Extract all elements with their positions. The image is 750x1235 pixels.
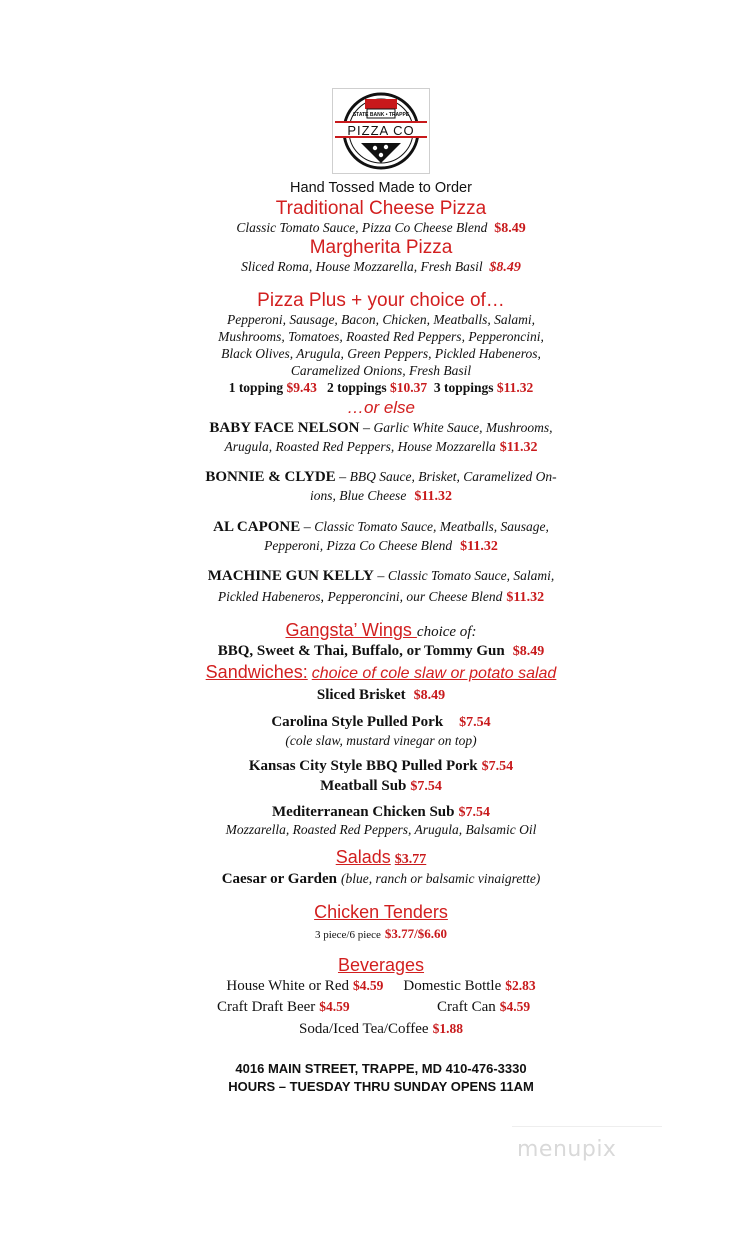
logo-top-text: STATE BANK • TRAPPE bbox=[352, 112, 410, 118]
specialty-name: BONNIE & CLYDE bbox=[205, 469, 336, 485]
salads-name: Caesar or Garden bbox=[221, 871, 337, 887]
pizza-plus-title: Pizza Plus + your choice of… bbox=[257, 290, 505, 311]
salads-header bbox=[0, 847, 750, 868]
tier-1-price: $9.43 bbox=[286, 380, 317, 395]
wings-choice: choice of: bbox=[416, 624, 477, 640]
specialty-desc: Classic Tomato Sauce, Salami, bbox=[387, 568, 555, 583]
beverages-row-2-left bbox=[217, 998, 350, 1016]
specialty-desc: Pepperoncini, our Cheese Blend bbox=[327, 589, 503, 604]
salads-line bbox=[0, 870, 750, 888]
specialty-name: MACHINE GUN KELLY bbox=[207, 568, 374, 584]
sandwich-sliced-brisket bbox=[0, 686, 750, 704]
beverage-price: $4.59 bbox=[499, 999, 531, 1014]
salads-title: Salads bbox=[335, 847, 391, 867]
tenders-title: Chicken Tenders bbox=[314, 902, 448, 922]
watermark-divider bbox=[512, 1126, 662, 1127]
beverage-name: Craft Can bbox=[437, 999, 496, 1015]
sandwich-name: Kansas City Style BBQ Pulled Pork bbox=[248, 758, 478, 774]
specialty-al-capone-line2 bbox=[0, 537, 750, 555]
toppings-line-4: Caramelized Onions, Fresh Basil bbox=[290, 363, 472, 378]
toppings-line-2: Mushrooms, Tomatoes, Roasted Red Peppers, Pepperoncini, bbox=[218, 329, 544, 344]
traditional-price: $8.49 bbox=[494, 221, 526, 236]
wings-flavors: BBQ, Sweet & Thai, Buffalo, or Tommy Gun bbox=[217, 643, 505, 659]
tier-2-label: 2 toppings bbox=[326, 380, 387, 395]
specialty-al-capone bbox=[0, 518, 750, 536]
margherita-title: Margherita Pizza bbox=[309, 237, 453, 258]
logo-name: PIZZA CO bbox=[347, 123, 415, 138]
toppings-line-3: Black Olives, Arugula, Green Peppers, Pickled Habeneros, bbox=[221, 346, 541, 361]
wings-header bbox=[0, 620, 750, 641]
sandwich-name: Sliced Brisket bbox=[316, 687, 406, 703]
traditional-desc: Classic Tomato Sauce, Pizza Co Cheese Blend bbox=[236, 220, 488, 235]
sandwich-mediterranean-note: Mozzarella, Roasted Red Peppers, Arugula, Balsamic Oil bbox=[225, 822, 537, 837]
specialty-bonnie-clyde-line2 bbox=[0, 487, 750, 505]
specialty-dash: – bbox=[300, 520, 315, 535]
intro-line: Hand Tossed Made to Order bbox=[290, 180, 472, 196]
watermark-logo: menupix bbox=[517, 1137, 617, 1162]
sandwich-name: Mediterranean Chicken Sub bbox=[271, 804, 455, 820]
tenders-price: $3.77/$6.60 bbox=[384, 926, 448, 941]
beverage-name: Domestic Bottle bbox=[403, 978, 502, 994]
beverage-name: Soda/Iced Tea/Coffee bbox=[299, 1021, 429, 1037]
footer-hours: HOURS – TUESDAY THRU SUNDAY OPENS 11AM bbox=[228, 1079, 534, 1094]
specialty-desc: Pickled Habeneros bbox=[217, 589, 321, 604]
specialty-desc: Pepperoni, Pizza Co Cheese Blend bbox=[264, 538, 453, 553]
beverage-price: $1.88 bbox=[432, 1021, 463, 1036]
sandwich-name: Meatball Sub bbox=[320, 778, 407, 794]
salads-note: (blue, ranch or balsamic vinaigrette) bbox=[340, 871, 541, 886]
wings-price: $8.49 bbox=[512, 644, 545, 659]
beverage-price: $2.83 bbox=[505, 978, 536, 993]
beverage-name: Craft Draft Beer bbox=[217, 999, 316, 1015]
sandwich-carolina bbox=[0, 713, 750, 731]
specialty-price: $11.32 bbox=[414, 489, 453, 504]
specialty-dash: – bbox=[373, 569, 388, 584]
sandwich-mediterranean bbox=[0, 803, 750, 821]
sandwich-price: $7.54 bbox=[458, 805, 490, 820]
sandwiches-header bbox=[0, 662, 750, 683]
specialty-desc: Garlic White Sauce, Mushrooms, bbox=[373, 420, 553, 435]
specialty-price: $11.32 bbox=[499, 440, 538, 455]
sandwiches-title: Sandwiches: bbox=[205, 662, 308, 682]
beverages-title: Beverages bbox=[337, 955, 425, 975]
sandwich-name: Carolina Style Pulled Pork bbox=[271, 714, 444, 730]
specialty-name: BABY FACE NELSON bbox=[209, 420, 360, 436]
sandwich-meatball bbox=[0, 777, 750, 795]
beverage-price: $4.59 bbox=[352, 978, 384, 993]
beverage-price: $4.59 bbox=[319, 999, 350, 1014]
traditional-title: Traditional Cheese Pizza bbox=[275, 198, 487, 219]
specialty-comma: , bbox=[320, 590, 328, 605]
wings-line bbox=[0, 642, 750, 660]
sandwich-price: $7.54 bbox=[459, 715, 491, 730]
sandwich-price: $7.54 bbox=[410, 779, 442, 794]
toppings-line-1: Pepperoni, Sausage, Bacon, Chicken, Meatballs, Salami, bbox=[226, 312, 536, 327]
margherita-price: $8.49 bbox=[489, 260, 521, 275]
specialty-dash: – bbox=[335, 470, 350, 485]
specialty-desc: Arugula, Roasted Red Peppers, House Mozzarella bbox=[224, 439, 496, 454]
sandwich-price: $7.54 bbox=[481, 759, 514, 774]
wings-title: Gangsta’ Wings bbox=[285, 620, 417, 640]
margherita-desc: Sliced Roma, House Mozzarella, Fresh Basil bbox=[241, 259, 483, 274]
tier-2-price: $10.37 bbox=[390, 380, 428, 395]
specialty-machine-gun-kelly-line2 bbox=[0, 588, 750, 606]
specialty-price: $11.32 bbox=[506, 590, 545, 605]
specialty-price: $11.32 bbox=[460, 539, 498, 554]
or-else: …or else bbox=[346, 398, 416, 417]
traditional-line bbox=[0, 220, 750, 237]
beverage-name: House White or Red bbox=[226, 978, 349, 994]
specialty-baby-face-nelson-line2 bbox=[0, 438, 750, 456]
specialty-baby-face-nelson bbox=[0, 419, 750, 437]
beverages-row-2-right bbox=[437, 998, 530, 1016]
salads-price: $3.77 bbox=[394, 852, 427, 867]
tier-1-label: 1 topping bbox=[228, 380, 284, 395]
logo bbox=[332, 88, 430, 174]
sandwiches-choice: choice of cole slaw or potato salad bbox=[311, 665, 557, 682]
specialty-name: AL CAPONE bbox=[213, 519, 301, 535]
specialty-desc: ions, Blue Cheese bbox=[309, 488, 407, 503]
margherita-line bbox=[0, 259, 750, 276]
sandwich-carolina-note: (cole slaw, mustard vinegar on top) bbox=[285, 733, 477, 748]
footer-address: 4016 MAIN STREET, TRAPPE, MD 410-476-3330 bbox=[235, 1061, 527, 1076]
topping-tiers bbox=[0, 380, 750, 396]
tenders-label: 3 piece/6 piece bbox=[314, 929, 381, 941]
tier-3-price: $11.32 bbox=[496, 380, 534, 395]
sandwich-price: $8.49 bbox=[413, 688, 446, 703]
specialty-desc: Classic Tomato Sauce, Meatballs, Sausage, bbox=[314, 519, 549, 534]
specialty-bonnie-clyde bbox=[0, 468, 750, 486]
specialty-desc: BBQ Sauce, Brisket, Caramelized On- bbox=[349, 469, 557, 484]
specialty-dash: – bbox=[359, 421, 374, 436]
beverages-row-1 bbox=[0, 977, 750, 995]
pizza-logo-icon bbox=[333, 89, 429, 173]
tier-3-label: 3 toppings bbox=[433, 380, 494, 395]
tenders-line bbox=[0, 925, 750, 943]
sandwich-kansas-city bbox=[0, 757, 750, 775]
specialty-machine-gun-kelly bbox=[0, 567, 750, 585]
beverages-row-3 bbox=[0, 1020, 750, 1038]
